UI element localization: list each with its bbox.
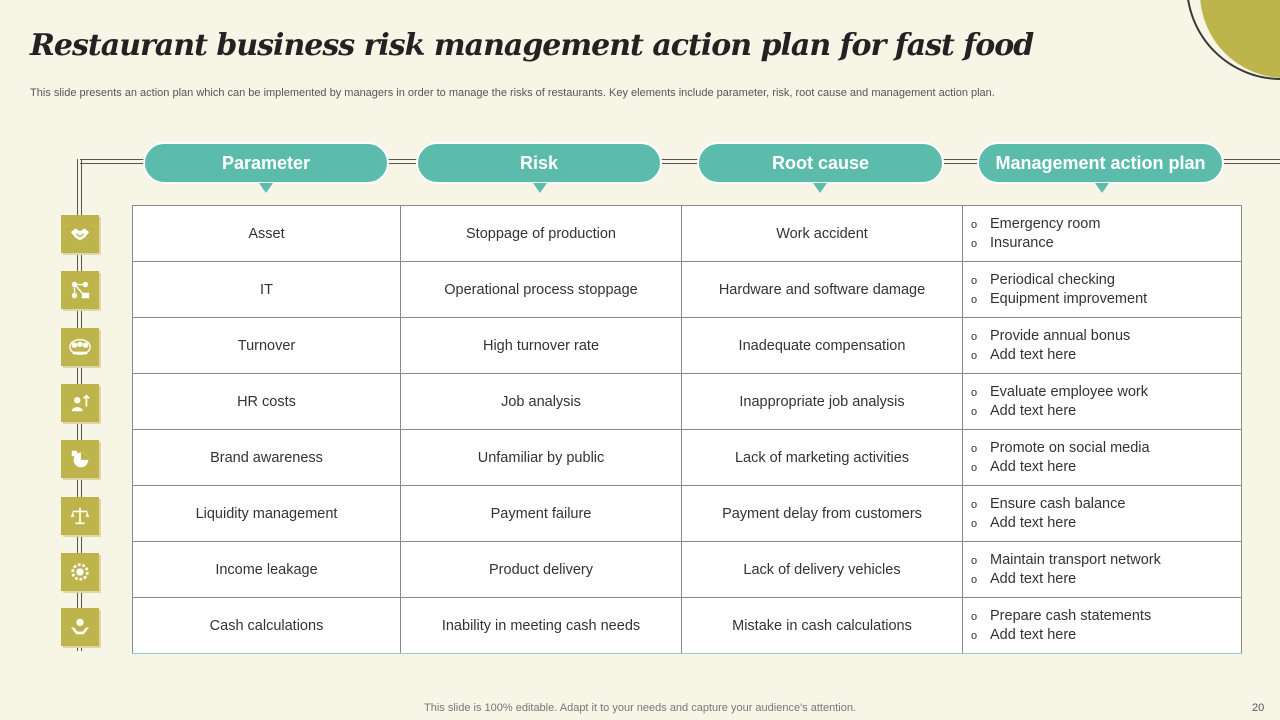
pie-chart-icon	[61, 440, 99, 478]
action-plan-cell	[963, 486, 1242, 542]
root-cause-cell: Inappropriate job analysis	[682, 374, 963, 430]
circle-bullet-icon: o	[971, 386, 978, 399]
action-text: Maintain transport network	[990, 551, 1161, 568]
footer-note: This slide is 100% editable. Adapt it to your needs and capture your audience's attention.	[424, 702, 856, 714]
parameter-cell: Liquidity management	[133, 486, 401, 542]
circle-bullet-icon: o	[971, 349, 978, 362]
table-row	[133, 486, 1242, 542]
circle-bullet-icon: o	[971, 629, 978, 642]
action-list	[971, 439, 1241, 477]
circle-bullet-icon: o	[971, 442, 978, 455]
circle-bullet-icon: o	[971, 274, 978, 287]
parameter-cell: Turnover	[133, 318, 401, 374]
header-parameter-arrow	[259, 183, 273, 193]
action-text: Prepare cash statements	[990, 607, 1152, 624]
action-list	[971, 215, 1241, 253]
action-item	[971, 215, 1241, 234]
action-item	[971, 570, 1241, 589]
circle-bullet-icon: o	[971, 293, 978, 306]
root-cause-cell: Work accident	[682, 206, 963, 262]
circle-bullet-icon: o	[971, 498, 978, 511]
action-plan-cell	[963, 206, 1242, 262]
action-item	[971, 439, 1241, 458]
team-icon	[61, 328, 99, 366]
header-risk-arrow	[533, 183, 547, 193]
parameter-cell: Brand awareness	[133, 430, 401, 486]
circle-bullet-icon: o	[971, 573, 978, 586]
circle-bullet-icon: o	[971, 554, 978, 567]
slide-title: Restaurant business risk management action plan for fast food	[30, 28, 1034, 63]
circle-bullet-icon: o	[971, 461, 978, 474]
risk-cell: Job analysis	[401, 374, 682, 430]
network-icon	[61, 271, 99, 309]
table-row	[133, 206, 1242, 262]
action-text: Add text here	[990, 570, 1077, 587]
circle-bullet-icon: o	[971, 405, 978, 418]
risk-cell: Stoppage of production	[401, 206, 682, 262]
risk-cell: High turnover rate	[401, 318, 682, 374]
action-text: Add text here	[990, 626, 1077, 643]
parameter-cell: Income leakage	[133, 542, 401, 598]
action-list	[971, 551, 1241, 589]
header-root-cause-arrow	[813, 183, 827, 193]
action-list	[971, 271, 1241, 309]
action-text: Ensure cash balance	[990, 495, 1126, 512]
action-item	[971, 458, 1241, 477]
parameter-cell: Cash calculations	[133, 598, 401, 654]
action-item	[971, 383, 1241, 402]
risk-cell: Product delivery	[401, 542, 682, 598]
header-risk: Risk	[416, 142, 662, 184]
action-list	[971, 327, 1241, 365]
action-plan-table	[132, 205, 1242, 654]
action-plan-cell	[963, 430, 1242, 486]
action-item	[971, 402, 1241, 421]
action-text: Emergency room	[990, 215, 1101, 232]
header-management-action-plan: Management action plan	[977, 142, 1224, 184]
root-cause-cell: Lack of delivery vehicles	[682, 542, 963, 598]
root-cause-cell: Hardware and software damage	[682, 262, 963, 318]
risk-cell: Operational process stoppage	[401, 262, 682, 318]
action-plan-cell	[963, 262, 1242, 318]
action-text: Add text here	[990, 346, 1077, 363]
action-list	[971, 607, 1241, 645]
action-list	[971, 495, 1241, 533]
circle-bullet-icon: o	[971, 517, 978, 530]
risk-cell: Inability in meeting cash needs	[401, 598, 682, 654]
action-plan-body	[133, 206, 1242, 654]
action-plan-cell	[963, 598, 1242, 654]
header-management-action-plan-arrow	[1095, 183, 1109, 193]
root-cause-cell: Inadequate compensation	[682, 318, 963, 374]
action-text: Periodical checking	[990, 271, 1115, 288]
employee-growth-icon	[61, 384, 99, 422]
circle-bullet-icon: o	[971, 218, 978, 231]
circle-bullet-icon: o	[971, 610, 978, 623]
table-row	[133, 262, 1242, 318]
header-root-cause: Root cause	[697, 142, 944, 184]
action-item	[971, 626, 1241, 645]
root-cause-cell: Mistake in cash calculations	[682, 598, 963, 654]
action-item	[971, 290, 1241, 309]
action-item	[971, 551, 1241, 570]
root-cause-cell: Payment delay from customers	[682, 486, 963, 542]
action-text: Add text here	[990, 458, 1077, 475]
action-item	[971, 327, 1241, 346]
page-number: 20	[1252, 702, 1265, 714]
action-plan-cell	[963, 318, 1242, 374]
parameter-cell: IT	[133, 262, 401, 318]
table-row	[133, 542, 1242, 598]
header-parameter: Parameter	[143, 142, 389, 184]
table-row	[133, 374, 1242, 430]
action-item	[971, 346, 1241, 365]
action-item	[971, 514, 1241, 533]
action-text: Equipment improvement	[990, 290, 1148, 307]
parameter-cell: Asset	[133, 206, 401, 262]
action-item	[971, 234, 1241, 253]
risk-cell: Unfamiliar by public	[401, 430, 682, 486]
hand-care-icon	[61, 608, 99, 646]
table-row	[133, 598, 1242, 654]
handshake-icon	[61, 215, 99, 253]
action-plan-cell	[963, 374, 1242, 430]
gear-icon	[61, 553, 99, 591]
action-text: Add text here	[990, 402, 1077, 419]
action-text: Add text here	[990, 514, 1077, 531]
root-cause-cell: Lack of marketing activities	[682, 430, 963, 486]
table-row	[133, 430, 1242, 486]
action-text: Provide annual bonus	[990, 327, 1131, 344]
action-plan-cell	[963, 542, 1242, 598]
action-text: Insurance	[990, 234, 1054, 251]
parameter-cell: HR costs	[133, 374, 401, 430]
action-item	[971, 495, 1241, 514]
slide-subtitle: This slide presents an action plan which can be implemented by managers in order to manage the risks of restaurants. Key elements include parameter, risk, root cause and management action plan.	[30, 87, 995, 99]
circle-bullet-icon: o	[971, 237, 978, 250]
table-row	[133, 318, 1242, 374]
action-text: Evaluate employee work	[990, 383, 1148, 400]
balance-scale-icon	[61, 497, 99, 535]
action-item	[971, 271, 1241, 290]
action-item	[971, 607, 1241, 626]
action-list	[971, 383, 1241, 421]
circle-bullet-icon: o	[971, 330, 978, 343]
action-text: Promote on social media	[990, 439, 1150, 456]
risk-cell: Payment failure	[401, 486, 682, 542]
